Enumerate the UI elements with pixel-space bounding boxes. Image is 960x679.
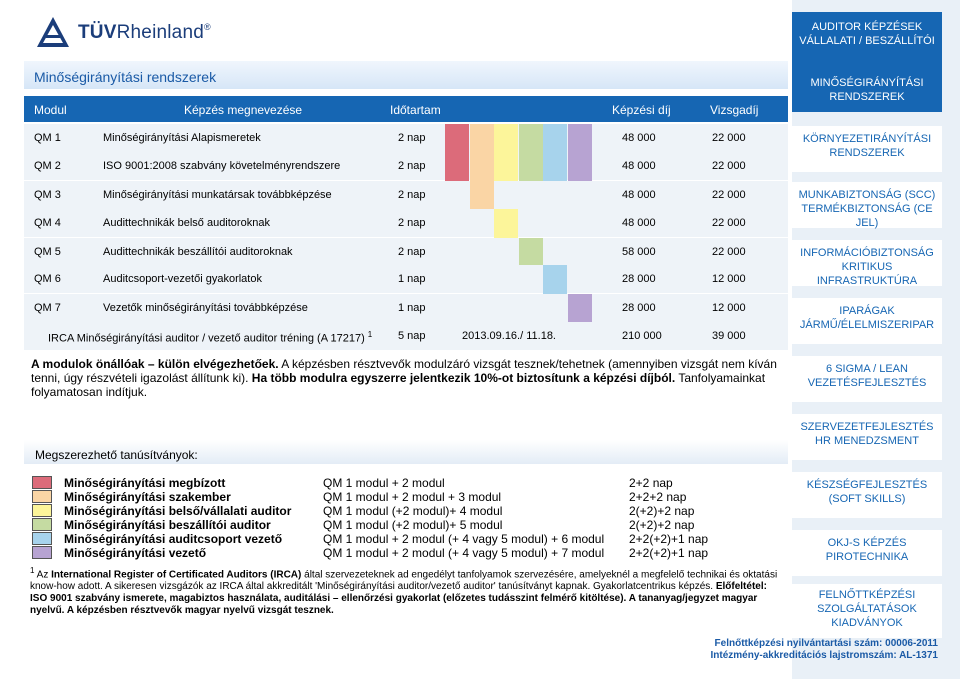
certificate-title: Minőségirányítási belső/vállalati auditor (64, 504, 292, 518)
row-fee: 58 000 (622, 246, 656, 258)
certificate-title: Minőségirányítási auditcsoport vezető (64, 532, 283, 546)
certificate-modules: QM 1 modul (+2 modul)+ 5 modul (323, 518, 503, 532)
row-module: QM 3 (34, 189, 61, 201)
row-exam: 22 000 (712, 246, 746, 258)
certificate-days: 2+2(+2)+1 nap (629, 532, 709, 546)
table-row[interactable] (24, 124, 788, 152)
row-duration: 2 nap (398, 246, 426, 258)
row-fee: 48 000 (622, 217, 656, 229)
tuv-logo[interactable] (36, 16, 216, 50)
matrix-cell (519, 152, 543, 181)
table-row[interactable] (24, 238, 788, 266)
row-exam: 22 000 (712, 132, 746, 144)
certificate-modules: QM 1 modul + 2 modul (+ 4 vagy 5 modul) + 7 modul (323, 546, 605, 560)
triangle-logo-icon (36, 16, 70, 48)
row-module: QM 1 (34, 132, 61, 144)
certificate-days: 2+2+2 nap (629, 490, 687, 504)
row-module: QM 6 (34, 273, 61, 285)
matrix-cell (543, 152, 567, 181)
sidebar-item-soft-skills[interactable]: KÉSZSÉGFEJLESZTÉS (SOFT SKILLS) (792, 472, 942, 518)
col-module: Modul (34, 103, 67, 117)
page-title: Minőségirányítási rendszerek (34, 69, 217, 85)
sidebar-item-environmental[interactable]: KÖRNYEZETIRÁNYÍTÁSI RENDSZEREK (792, 126, 942, 172)
table-row[interactable] (24, 265, 788, 293)
row-fee: 28 000 (622, 273, 656, 285)
sidebar-item-industries[interactable]: IPARÁGAK JÁRMŰ/ÉLELMISZERIPAR (792, 298, 942, 344)
table-row-irca[interactable] (24, 322, 788, 350)
matrix-cell (445, 152, 469, 181)
certificate-days: 2(+2)+2 nap (629, 518, 695, 532)
certificate-item (32, 546, 782, 559)
matrix-cell (543, 265, 567, 294)
row-name: Auditcsoport-vezetői gyakorlatok (103, 273, 262, 285)
matrix-cell (568, 152, 592, 181)
certificate-title: Minőségirányítási vezető (64, 546, 207, 560)
matrix-cell (568, 124, 592, 152)
row-name: Minőségirányítási munkatársak továbbképzése (103, 189, 332, 201)
row-duration: 2 nap (398, 160, 426, 172)
row-exam: 12 000 (712, 302, 746, 314)
certificate-title: Minőségirányítási beszállítói auditor (64, 518, 271, 532)
row-fee: 28 000 (622, 302, 656, 314)
matrix-cell (494, 152, 518, 181)
row-module: QM 7 (34, 302, 61, 314)
certificate-days: 2+2(+2)+1 nap (629, 546, 709, 560)
color-swatch (32, 518, 52, 531)
sidebar-item-auditor-trainings[interactable]: AUDITOR KÉPZÉSEK VÁLLALATI / BESZÁLLÍTÓI (792, 12, 942, 68)
col-training-name: Képzés megnevezése (184, 103, 303, 117)
sidebar-item-adult-education[interactable]: FELNŐTTKÉPZÉSI SZOLGÁLTATÁSOK KIADVÁNYOK (792, 584, 942, 638)
row-name: Minőségirányítási Alapismeretek (103, 132, 261, 144)
page-title-bar (24, 61, 788, 89)
col-exam-fee: Vizsgadíj (710, 103, 759, 117)
row-fee: 210 000 (622, 330, 662, 342)
row-module: QM 2 (34, 160, 61, 172)
certificate-title: Minőségirányítási szakember (64, 490, 231, 504)
row-fee: 48 000 (622, 160, 656, 172)
matrix-cell (470, 181, 494, 209)
row-fee: 48 000 (622, 189, 656, 201)
matrix-cell (494, 124, 518, 152)
certificate-item (32, 476, 782, 489)
row-exam: 22 000 (712, 160, 746, 172)
certificate-item (32, 532, 782, 545)
row-module: QM 5 (34, 246, 61, 258)
row-name: Audittechnikák beszállítói auditoroknak (103, 246, 293, 258)
matrix-cell (470, 124, 494, 152)
matrix-cell (519, 238, 543, 265)
certificate-modules: QM 1 modul (+2 modul)+ 4 modul (323, 504, 503, 518)
row-module: QM 4 (34, 217, 61, 229)
row-name: IRCA Minőségirányítási auditor / vezető auditor tréning (A 17217) $^1$ (48, 330, 373, 345)
matrix-cell (445, 124, 469, 152)
table-row[interactable] (24, 209, 788, 237)
table-row[interactable] (24, 181, 788, 209)
matrix-cell (543, 124, 567, 152)
row-duration: 1 nap (398, 273, 426, 285)
col-fee: Képzési díj (612, 103, 671, 117)
certificate-modules: QM 1 modul + 2 modul (323, 476, 445, 490)
color-swatch (32, 532, 52, 545)
row-exam: 39 000 (712, 330, 746, 342)
row-duration: 2 nap (398, 217, 426, 229)
row-name: Vezetők minőségirányítási továbbképzése (103, 302, 308, 314)
row-duration: 2 nap (398, 132, 426, 144)
certificate-item (32, 490, 782, 503)
certificate-heading: Megszerezhető tanúsítványok: (35, 448, 198, 462)
row-fee: 48 000 (622, 132, 656, 144)
sidebar-item-six-sigma[interactable]: 6 SIGMA / LEAN VEZETÉSFEJLESZTÉS (792, 356, 942, 402)
color-swatch (32, 490, 52, 503)
col-duration: Időtartam (390, 103, 441, 117)
row-duration: 1 nap (398, 302, 426, 314)
sidebar-item-information-security[interactable]: INFORMÁCIÓBIZTONSÁG KRITIKUS INFRASTRUKTÚRA (792, 240, 942, 286)
sidebar-item-organization-development[interactable]: SZERVEZETFEJLESZTÉS HR MENEDZSMENT (792, 414, 942, 460)
accreditation-info (700, 638, 938, 662)
row-exam: 22 000 (712, 217, 746, 229)
matrix-cell (568, 294, 592, 322)
sidebar-item-quality-management[interactable]: MINŐSÉGIRÁNYÍTÁSI RENDSZEREK (792, 66, 942, 112)
certificate-days: 2+2 nap (629, 476, 673, 490)
row-name: Audittechnikák belső auditoroknak (103, 217, 270, 229)
color-swatch (32, 546, 52, 559)
table-row[interactable] (24, 152, 788, 180)
row-exam: 12 000 (712, 273, 746, 285)
matrix-cell (494, 209, 518, 238)
certificate-item (32, 504, 782, 517)
sidebar (792, 0, 960, 679)
matrix-cell (519, 124, 543, 152)
sidebar-item-okj-training[interactable]: OKJ-S KÉPZÉS PIROTECHNIKA (792, 530, 942, 576)
color-swatch (32, 476, 52, 489)
row-duration: 5 nap (398, 330, 426, 342)
row-name: ISO 9001:2008 szabvány követelményrendszere (103, 160, 341, 172)
row-duration: 2 nap (398, 189, 426, 201)
certificate-days: 2(+2)+2 nap (629, 504, 695, 518)
certificate-title: Minőségirányítási megbízott (64, 476, 226, 490)
certificate-item (32, 518, 782, 531)
row-exam: 22 000 (712, 189, 746, 201)
table-row[interactable] (24, 294, 788, 322)
color-swatch (32, 504, 52, 517)
footnote: $^1$ Az International Register of Certificated Auditors (IRCA) által szervezeteknek ad engedélyt tanfolyamok szervezésére, amelyeknél a megfelelő technikai és oktatási know-how adott. A sikeresen vizsgázók az IRCA által akkreditált 'Minőségirányítási auditor/vezető auditor' tanúsítványt kapnak. Gyakorlatcentrikus képzés. Előfeltétel: ISO 9001 szabvány ismerete, magabiztos használata, auditálási – ellenőrzési gyakorlat (előzetes tudásszint felmérő kitöltése). A tananyag/jegyzet magyar nyelvű. A képzésben résztvevők magyar nyelvű vizsgát tesznek. (30, 566, 778, 617)
row-dates: 2013.09.16./ 11.18. (462, 330, 556, 342)
brand-name: TÜVRheinland® (78, 22, 211, 43)
sidebar-item-safety[interactable]: MUNKABIZTONSÁG (SCC) TERMÉKBIZTONSÁG (CE JEL) (792, 182, 942, 228)
notice-text: A modulok önállóak – külön elvégezhetőek. A képzésben résztvevők modulzáró vizsgát tesznek/tehetnek (amennyiben vizsgát nem kíván tenni, úgy részvételi igazolást állítunk ki). Ha több modulra egyszerre jelentkezik 10%-ot biztosítunk a képzési díjból. Tanfolyamainkat folyamatosan indítjuk. (31, 357, 777, 399)
certificate-modules: QM 1 modul + 2 modul (+ 4 vagy 5 modul) + 6 modul (323, 532, 605, 546)
table-header (24, 96, 788, 122)
accreditation-number: Intézmény-akkreditációs lajstromszám: AL-1371 (710, 650, 938, 661)
matrix-cell (470, 152, 494, 181)
registration-number: Felnőttképzési nyilvántartási szám: 00006-2011 (714, 638, 938, 649)
certificate-modules: QM 1 modul + 2 modul + 3 modul (323, 490, 502, 504)
